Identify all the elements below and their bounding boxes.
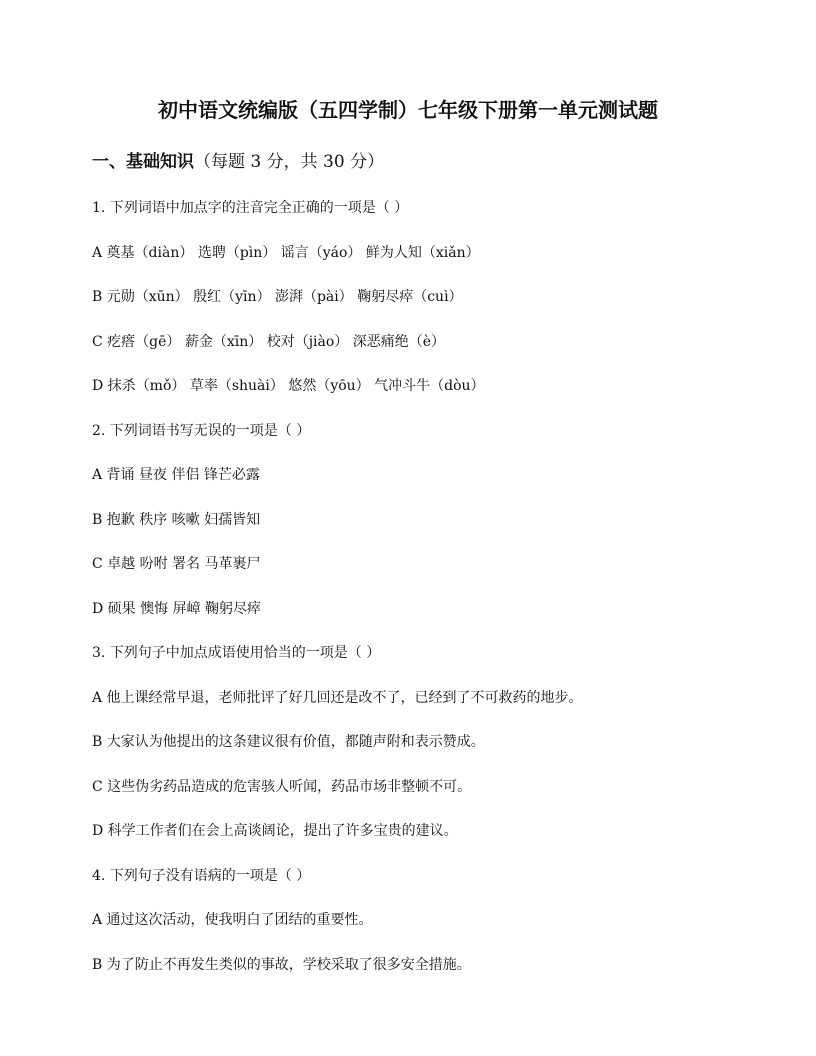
section-label: 一、基础知识 <box>92 152 194 172</box>
question-1-option-d: D 抹杀（mǒ） 草率（shuài） 悠然（yōu） 气冲斗牛（dòu） <box>92 378 485 394</box>
question-4-option-a: A 通过这次活动，使我明白了团结的重要性。 <box>92 912 373 928</box>
question-1: 1. 下列词语中加点字的注音完全正确的一项是（ ） <box>92 200 409 216</box>
question-3: 3. 下列句子中加点成语使用恰当的一项是（ ） <box>92 645 381 661</box>
document-title: 初中语文统编版（五四学制）七年级下册第一单元测试题 <box>158 98 658 122</box>
question-2-option-b: B 抱歉 秩序 咳嗽 妇孺皆知 <box>92 512 261 528</box>
question-1-option-c: C 疙瘩（gē） 薪金（xīn） 校对（jiào） 深恶痛绝（è） <box>92 334 446 350</box>
question-4-option-b: B 为了防止不再发生类似的事故，学校采取了很多安全措施。 <box>92 957 471 973</box>
question-2-option-c: C 卓越 吩咐 署名 马革裹尸 <box>92 556 261 572</box>
question-2: 2. 下列词语书写无误的一项是（ ） <box>92 423 311 439</box>
question-3-option-d: D 科学工作者们在会上高谈阔论，提出了许多宝贵的建议。 <box>92 823 458 839</box>
question-3-option-b: B 大家认为他提出的这条建议很有价值，都随声附和表示赞成。 <box>92 734 485 750</box>
section-heading <box>92 150 384 174</box>
question-3-option-a: A 他上课经常早退，老师批评了好几回还是改不了，已经到了不可救药的地步。 <box>92 690 583 706</box>
question-2-option-a: A 背诵 昼夜 伴侣 锋芒必露 <box>92 467 260 483</box>
question-3-option-c: C 这些伪劣药品造成的危害骇人听闻，药品市场非整顿不可。 <box>92 779 472 795</box>
question-4: 4. 下列句子没有语病的一项是（ ） <box>92 868 311 884</box>
question-1-option-a: A 奠基（diàn） 选聘（pìn） 谣言（yáo） 鲜为人知（xiǎn） <box>92 245 480 261</box>
question-1-option-b: B 元勋（xūn） 殷红（yīn） 澎湃（pài） 鞠躬尽瘁（cuì） <box>92 289 463 305</box>
question-2-option-d: D 硕果 懊悔 屏嶂 鞠躬尽瘁 <box>92 601 262 617</box>
section-score-note: （每题 3 分，共 30 分） <box>194 152 385 172</box>
